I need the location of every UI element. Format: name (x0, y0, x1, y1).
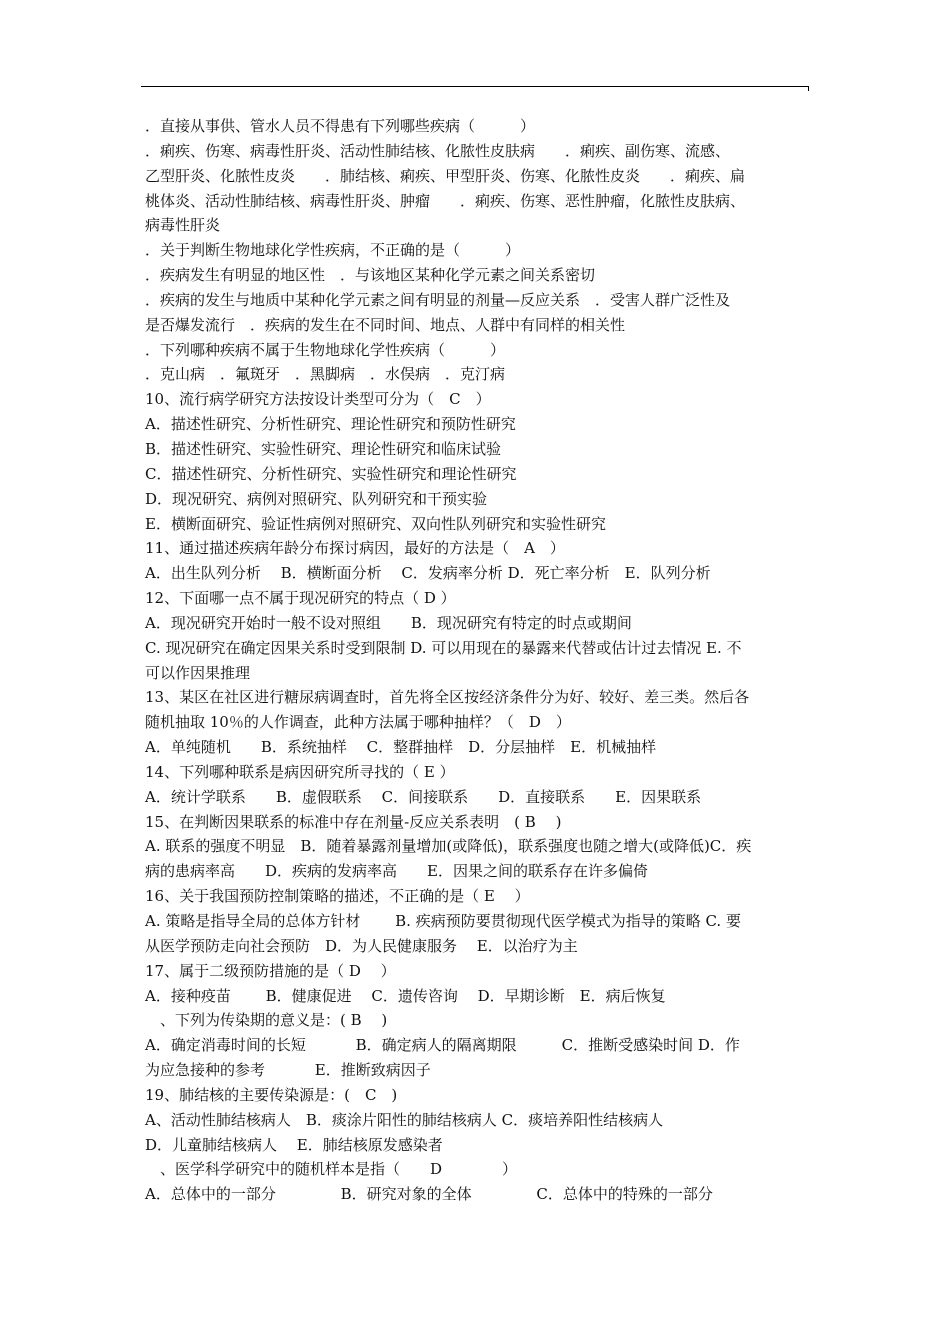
text-line: B．描述性研究、实验性研究、理论性研究和临床试验 (145, 439, 502, 458)
text-line: 病毒性肝炎 (145, 216, 221, 235)
text-line: 从医学预防走向社会预防 D．为人民健康服务 E．以治疗为主 (145, 936, 578, 955)
text-line: A．接种疫苗 B．健康促进 C．遗传咨询 D．早期诊断 E．病后恢复 (145, 986, 666, 1005)
text-line: C．描述性研究、分析性研究、实验性研究和理论性研究 (145, 464, 517, 483)
text-line: 12、下面哪一点不属于现况研究的特点（ D ） (145, 589, 456, 608)
text-line: D．现况研究、病例对照研究、队列研究和干预实验 (145, 489, 488, 508)
text-line: 、下列为传染期的意义是：( B ) (145, 1011, 388, 1030)
text-line: 可以作因果推理 (145, 663, 251, 682)
text-line: E．横断面研究、验证性病例对照研究、双向性队列研究和实验性研究 (145, 514, 606, 533)
text-line: C. 现况研究在确定因果关系时受到限制 D. 可以用现在的暴露来代替或估计过去情况 E. 不 (145, 638, 742, 657)
text-line: A．单纯随机 B．系统抽样 C．整群抽样 D．分层抽样 E．机械抽样 (145, 738, 657, 757)
text-line: A. 策略是指导全局的总体方针材 B. 疾病预防要贯彻现代医学模式为指导的策略 C. 要 (145, 912, 741, 930)
text-line: 随机抽取 10％的人作调查，此种方法属于哪种抽样？（ D ） (145, 713, 571, 732)
text-line: 17、属于二级预防措施的是（ D ） (145, 961, 396, 980)
text-line: 为应急接种的参考 E．推断致病因子 (145, 1061, 431, 1080)
text-line: 11、通过描述疾病年龄分布探讨病因，最好的方法是（ A ） (145, 539, 565, 558)
header-rule (141, 86, 809, 87)
text-line: ．关于判断生物地球化学性疾病，不正确的是（ ） (145, 241, 521, 260)
text-line: A．出生队列分析 B．横断面分析 C．发病率分析 D．死亡率分析 E．队列分析 (145, 564, 711, 583)
text-line: 19、肺结核的主要传染源是：( C ) (145, 1085, 398, 1104)
header-rule-tick (808, 86, 809, 91)
text-line: 病的患病率高 D．疾病的发病率高 E．因果之间的联系存在许多偏倚 (145, 862, 648, 881)
text-line: A．描述性研究、分析性研究、理论性研究和预防性研究 (145, 415, 516, 434)
text-line: D．儿童肺结核病人 E．肺结核原发感染者 (145, 1135, 443, 1154)
text-line: ．克山病 ．氟斑牙 ．黑脚病 ．水俣病 ．克汀病 (145, 365, 506, 384)
text-line: A．确定消毒时间的长短 B．确定病人的隔离期限 C．推断受感染时间 D．作 (145, 1036, 740, 1055)
text-line: 是否爆发流行 ．疾病的发生在不同时间、地点、人群中有同样的相关性 (145, 315, 626, 334)
text-line: ．直接从事供、管水人员不得患有下列哪些疾病（ ） (145, 117, 536, 135)
text-line: A．统计学联系 B．虚假联系 C．间接联系 D．直接联系 E．因果联系 (145, 787, 702, 806)
text-line: 15、在判断因果联系的标准中存在剂量-反应关系表明 ( B ) (145, 812, 562, 831)
text-line: 10、流行病学研究方法按设计类型可分为（ C ） (145, 390, 491, 409)
text-line: 乙型肝炎、化脓性皮炎 ．肺结核、痢疾、甲型肝炎、伤寒、化脓性皮炎 ．痢疾、扁 (145, 166, 746, 185)
text-line: 、医学科学研究中的随机样本是指（ D ） (145, 1160, 518, 1179)
text-line: A．现况研究开始时一般不设对照组 B．现况研究有特定的时点或期间 (145, 613, 632, 632)
text-line: 桃体炎、活动性肺结核、病毒性肝炎、肿瘤 ．痢疾、伤寒、恶性肿瘤，化脓性皮肤病、 (145, 191, 746, 210)
text-line: A．总体中的一部分 B．研究对象的全体 C．总体中的特殊的一部分 (145, 1185, 713, 1204)
text-line: ．疾病的发生与地质中某种化学元素之间有明显的剂量—反应关系 ．受害人群广泛性及 (145, 290, 731, 309)
text-line: 16、关于我国预防控制策略的描述，不正确的是（ E ） (145, 887, 530, 906)
text-line: A. 联系的强度不明显 B．随着暴露剂量增加(或降低)，联系强度也随之增大(或降低)C．疾 (145, 837, 752, 856)
document-body (145, 114, 809, 1207)
text-line: ．痢疾、伤寒、病毒性肝炎、活动性肺结核、化脓性皮肤病 ．痢疾、副伤寒、流感、 (145, 141, 731, 160)
text-line: A、活动性肺结核病人 B．痰涂片阳性的肺结核病人 C．痰培养阳性结核病人 (145, 1110, 664, 1129)
text-line: 13、某区在社区进行糖尿病调查时，首先将全区按经济条件分为好、较好、差三类。然后各 (145, 688, 750, 707)
text-line: ．下列哪种疾病不属于生物地球化学性疾病（ ） (145, 340, 506, 359)
text-line: 14、下列哪种联系是病因研究所寻找的（ E ） (145, 762, 455, 781)
text-line: ．疾病发生有明显的地区性 ．与该地区某种化学元素之间关系密切 (145, 266, 596, 285)
